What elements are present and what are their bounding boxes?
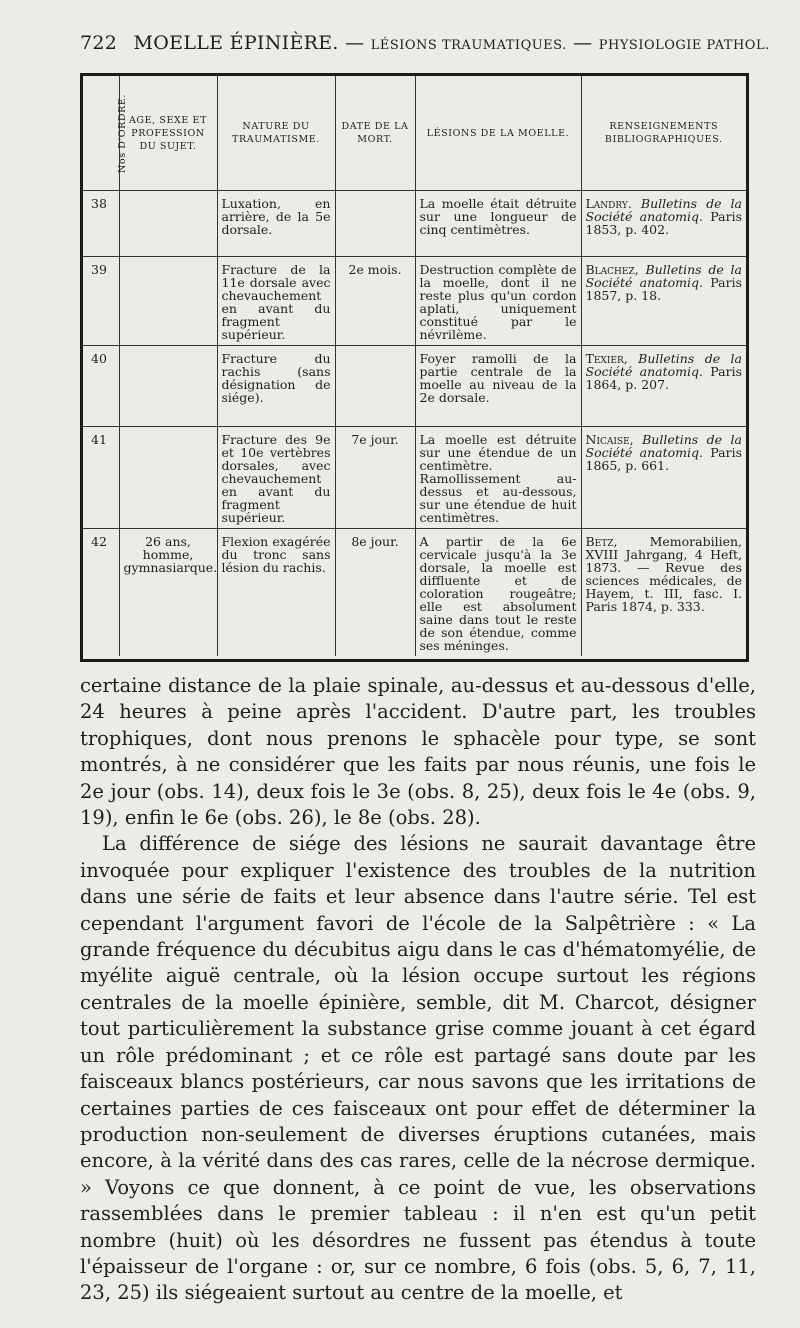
cell-nature: Fracture de la 11e dorsale avec chevauchement en avant du fragment supérieur. [217,257,335,346]
cell-lesions: A partir de la 6e cervicale jusqu'à la 3e dorsale, la moelle est diffluente et de coloration rougeâtre; elle est absolument saine dans tout le reste de son étendue, comme ses méninges. [415,529,581,657]
cell-num: 40 [83,346,119,427]
cell-num: 39 [83,257,119,346]
ref-author: Texier, [585,351,628,366]
cell-age [119,427,217,529]
cell-nature: Fracture des 9e et 10e vertèbres dorsales, avec chevauchement en avant du fragment supérieur. [217,427,335,529]
cell-age [119,346,217,427]
cell-lesions: La moelle était détruite sur une longueur de cinq centimètres. [415,191,581,257]
paragraph: certaine distance de la plaie spinale, au-dessus et au-dessous d'elle, 24 heures à peine après l'accident. D'autre part, les troubles trophiques, dont nous prenons le sphacèle pour type, se sont montrés, à ne considérer que les faits par nous réunis, une fois le 2e jour (obs. 14), deux fois le 3e (obs. 8, 25), deux fois le 4e (obs. 9, 19), enfin le 6e (obs. 26), le 8e (obs. 28). [80,674,756,830]
table-row [83,191,746,257]
ref-journal: Bulletins de la Société anatomiq. [585,351,742,379]
cell-lesions: Destruction complète de la moelle, dont il ne reste plus qu'un cordon aplati, uniquement constitué par le névrilème. [415,257,581,346]
running-section-1: LÉSIONS TRAUMATIQUES. [370,38,567,53]
ref-author: Betz, [585,534,618,549]
cell-age [119,257,217,346]
cell-date: 2e mois. [335,257,415,346]
cell-lesions: Foyer ramolli de la partie centrale de la moelle au niveau de la 2e dorsale. [415,346,581,427]
cell-nature: Fracture du rachis (sans désignation de siége). [217,346,335,427]
ref-rest: Paris 1857, p. 18. [585,275,742,303]
cell-num: 41 [83,427,119,529]
cell-lesions: La moelle est détruite sur une étendue de un centimètre. Ramollissement au-dessus et au-dessous, sur une étendue de huit centimètres. [415,427,581,529]
cell-age: 26 ans, homme, gymnasiarque. [119,529,217,657]
col-header-nature: NATURE DU TRAUMATISME. [217,76,335,191]
cell-refs [581,346,746,427]
ref-rest: Paris 1864, p. 207. [585,364,742,392]
ref-author: Nicaise, [585,432,634,447]
running-separator-2: — [573,32,593,54]
ref-journal: Bulletins de la Société anatomiq. [585,432,742,460]
ref-rest: Memorabilien, XVIII Jahrgang, 4 Heft, 1873. — Revue des sciences médicales, de Hayem, t. III, fasc. I. Paris 1874, p. 333. [585,534,742,614]
table-row [83,427,746,529]
cell-date [335,346,415,427]
running-head [80,32,770,54]
ref-rest: Paris 1853, p. 402. [585,209,742,237]
cell-num: 38 [83,191,119,257]
ref-journal: Bulletins de la Société anatomiq. [585,262,742,290]
cell-num: 42 [91,534,107,549]
ref-rest: Paris 1865, p. 661. [585,445,742,473]
cell-date: 7e jour. [335,427,415,529]
table-row [83,529,746,657]
ref-author: Landry. [585,196,632,211]
table-row [83,346,746,427]
running-section-2: PHYSIOLOGIE PATHOL. [598,38,770,53]
cell-date [335,191,415,257]
cell-date: 8e jour. [335,529,415,657]
cell-refs [581,191,746,257]
ref-journal: Bulletins de la Société anatomiq. [585,196,742,224]
cell-nature: Flexion exagérée du tronc sans lésion du rachis. [217,529,335,657]
cell-nature: Luxation, en arrière, de la 5e dorsale. [217,191,335,257]
running-separator-1: — [345,32,365,54]
page-number: 722 [80,32,118,54]
col-header-age: AGE, SEXE ET PROFESSION DU SUJET. [119,76,217,191]
observations-table [80,73,749,662]
table-header-row [83,76,746,191]
col-header-date: DATE DE LA MORT. [335,76,415,191]
running-title: MOELLE ÉPINIÈRE. [133,32,339,54]
body-text [80,673,756,1307]
table-row [83,257,746,346]
cell-refs [581,427,746,529]
cell-refs [581,257,746,346]
col-header-lesions: LÉSIONS DE LA MOELLE. [415,76,581,191]
paragraph: La différence de siége des lésions ne saurait davantage être invoquée pour expliquer l'existence des troubles de la nutrition dans une série de faits et leur absence dans l'autre série. Tel est cependant l'argument favori de l'école de la Salpêtrière : « La grande fréquence du décubitus aigu dans le cas d'hématomyélie, de myélite aiguë centrale, où la lésion occupe surtout les régions centrales de la moelle épinière, semble, dit M. Charcot, désigner tout particulièrement la substance grise comme jouant à cet égard un rôle prédominant ; et ce rôle est partagé sans doute par les faisceaux blancs postérieurs, car nous savons que les irritations de certaines parties de ces faisceaux ont pour effet de déterminer la production non-seulement de diverses éruptions cutanées, mais encore, à la vérité dans des cas rares, celle de la nécrose dermique. » Voyons ce que donnent, à ce point de vue, les observations rassemblées dans le premier tableau : il n'en est qu'un petit nombre (huit) où les désordres ne fussent pas étendus à toute l'épaisseur de l'organe : or, sur ce nombre, 6 fois (obs. 5, 6, 7, 11, 23, 25) ils siégeaient surtout au centre de la moelle, et [80,832,756,1305]
cell-age [119,191,217,257]
col-header-num: Nos D'ORDRE. [83,76,119,191]
ref-author: Blachez, [585,262,639,277]
col-header-refs: RENSEIGNEMENTS BIBLIOGRAPHIQUES. [581,76,746,191]
cell-refs [581,529,746,657]
